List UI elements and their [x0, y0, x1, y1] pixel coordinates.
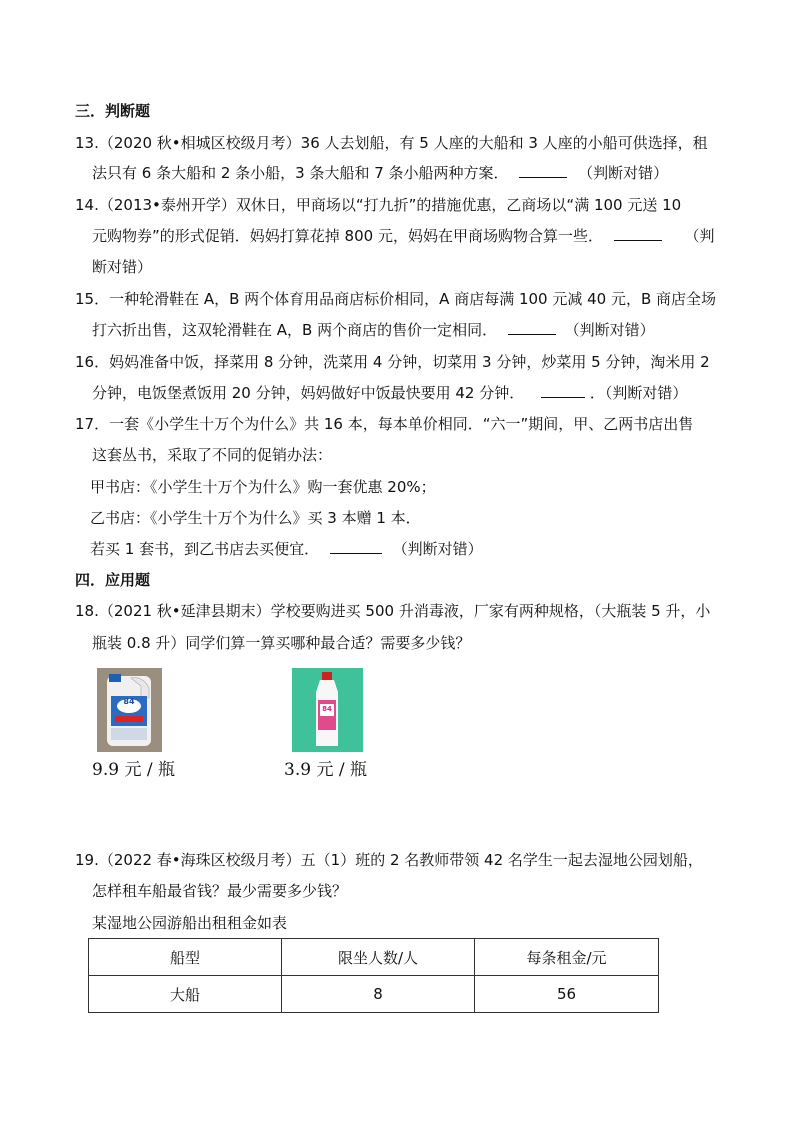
- q16-line2: 分钟，电饭堡煮饭用 20 分钟，妈妈做好中饭最快要用 42 分钟．: [92, 384, 525, 402]
- q17-line2: 这套丛书，采取了不同的促销办法：: [92, 446, 333, 464]
- small-disinfectant-bottle-image: [292, 668, 363, 752]
- q19-line1: 19.（2022 春•海珠区校级月考）五（1）班的 2 名教师带领 42 名学生一起去湿地公园划船，: [75, 851, 703, 869]
- q14-line2: 元购物券”的形式促销．妈妈打算花掉 800 元，妈妈在甲商场购物合算一些．: [92, 227, 603, 245]
- table-caption: 某湿地公园游船出租租金如表: [92, 914, 288, 932]
- q17-line3: 甲书店：《小学生十万个为什么》购一套优惠 20%；: [90, 478, 436, 496]
- q15-judge-note: （判断对错）: [564, 321, 655, 339]
- boat-rental-table: [88, 938, 659, 1013]
- q17-line1: 17．一套《小学生十万个为什么》共 16 本，每本单价相同．“六一”期间，甲、乙两书店出售: [75, 415, 694, 433]
- q17-line4: 乙书店：《小学生十万个为什么》买 3 本赠 1 本．: [90, 509, 421, 527]
- cell-rent: 56: [475, 976, 659, 1013]
- q14-line1: 14.（2013•泰州开学）双休日，甲商场以“打九折”的措施优惠，乙商场以“满 100 元送 10: [75, 196, 682, 214]
- small-bottle-price: 3.9 元 / 瓶: [284, 760, 367, 780]
- q17-judge-note: （判断对错）: [392, 540, 483, 558]
- header-boat-type: 船型: [89, 939, 282, 976]
- large-bottle-label: 84: [123, 697, 135, 706]
- q13-line2: 法只有 6 条大船和 2 条小船，3 条大船和 7 条小船两种方案．: [92, 164, 509, 182]
- header-capacity: 限坐人数/人: [282, 939, 475, 976]
- table-row: [89, 976, 659, 1013]
- answer-blank: [330, 539, 382, 554]
- q14-line3: 断对错）: [92, 258, 153, 276]
- q14-judge-note: （判: [684, 227, 715, 245]
- answer-blank: [541, 383, 585, 398]
- q13-line1: 13.（2020 秋•相城区校级月考）36 人去划船，有 5 人座的大船和 3 人座的小船可供选择，租: [75, 134, 708, 152]
- answer-blank: [508, 320, 556, 335]
- header-rent: 每条租金/元: [475, 939, 659, 976]
- q15-line1: 15．一种轮滑鞋在 A，B 两个体育用品商店标价相同，A 商店每满 100 元减 40 元，B 商店全场: [75, 290, 717, 308]
- cell-boat-type: 大船: [89, 976, 282, 1013]
- q15-line2: 打六折出售，这双轮滑鞋在 A，B 两个商店的售价一定相同．: [92, 321, 498, 339]
- q13-judge-note: （判断对错）: [578, 164, 669, 182]
- small-bottle-label: 84: [322, 705, 332, 713]
- q16-line1: 16．妈妈准备中饭，择菜用 8 分钟，洗菜用 4 分钟，切菜用 3 分钟，炒菜用 5 分钟，淘米用 2: [75, 353, 710, 371]
- large-bottle-icon: [97, 668, 162, 752]
- q19-line2: 怎样租车船最省钱？最少需要多少钱？: [92, 882, 348, 900]
- large-disinfectant-bottle-image: [97, 668, 162, 752]
- cell-capacity: 8: [282, 976, 475, 1013]
- section-three-heading: 三．判断题: [75, 102, 151, 120]
- q18-line2: 瓶装 0.8 升）同学们算一算买哪种最合适？需要多少钱？: [92, 634, 471, 652]
- section-four-heading: 四．应用题: [75, 571, 151, 589]
- q18-line1: 18.（2021 秋•延津县期末）学校要购进买 500 升消毒液，厂家有两种规格，（大瓶装 5 升，小: [75, 602, 711, 620]
- answer-blank: [614, 226, 662, 241]
- q16-judge-note: ．（判断对错）: [589, 384, 688, 402]
- q17-line5: 若买 1 套书，到乙书店去买便宜．: [90, 540, 320, 558]
- answer-blank: [519, 163, 567, 178]
- large-bottle-price: 9.9 元 / 瓶: [92, 760, 175, 780]
- table-header-row: [89, 939, 659, 976]
